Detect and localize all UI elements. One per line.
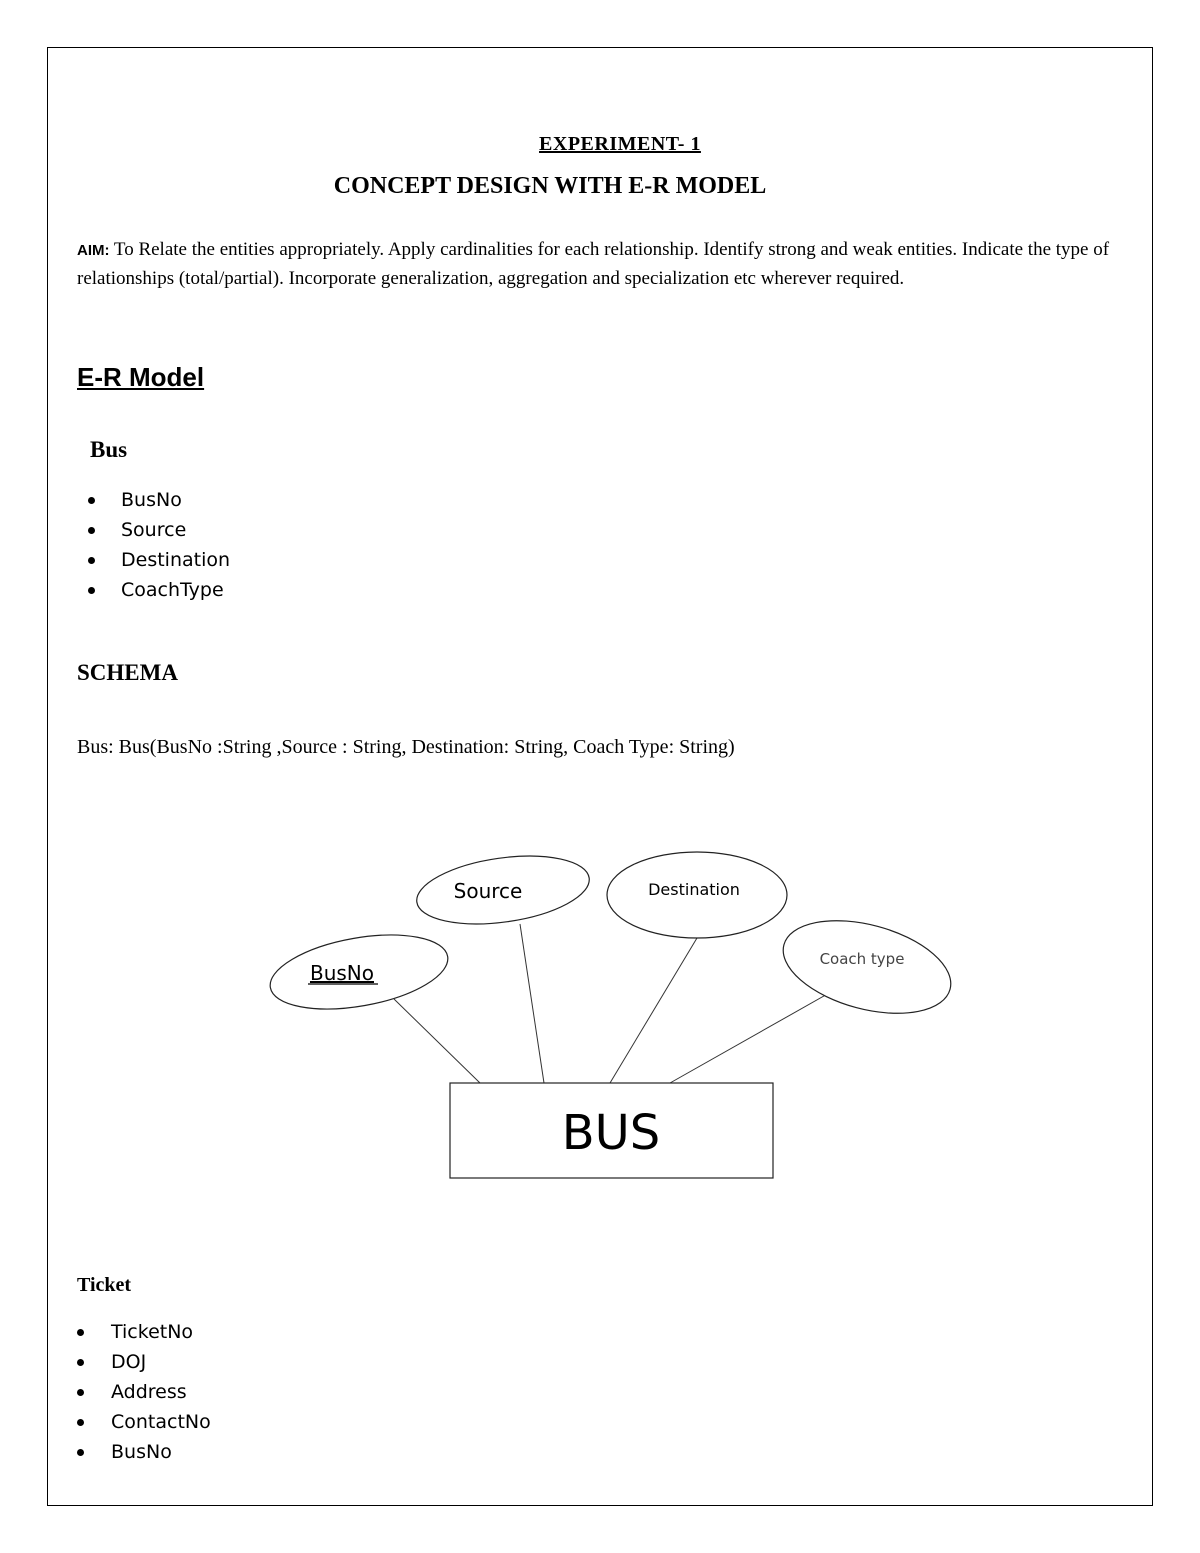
connector-lines	[394, 924, 838, 1083]
experiment-heading: EXPERIMENT- 1	[539, 133, 701, 155]
busno-attribute-label: BusNo	[309, 961, 375, 985]
busno-connector	[394, 999, 480, 1083]
destination-attribute-label: Destination	[648, 880, 740, 899]
destination-connector	[610, 938, 697, 1083]
schema-heading: SCHEMA	[77, 660, 178, 685]
bullet-icon	[77, 1359, 84, 1366]
aim-text: To Relate the entities appropriately. Apply cardinalities for each relationship. Identify strong and weak entities. Indicate the type of relationships (total/partial). Incorporate generalization, aggregation and specialization etc wherever required.	[77, 239, 1110, 289]
bus-entity-heading: Bus	[90, 437, 128, 462]
coach-type-connector	[670, 988, 838, 1083]
schema-definition: Bus: Bus(BusNo :String ,Source : String, Destination: String, Coach Type: String)	[77, 736, 735, 758]
ticket-entity-heading: Ticket	[77, 1274, 132, 1296]
bus-entity-label: BUS	[561, 1105, 661, 1161]
page-title: CONCEPT DESIGN WITH E-R MODEL	[333, 173, 767, 199]
source-attribute-label: Source	[453, 879, 523, 903]
er-model-heading: E-R Model	[77, 362, 205, 392]
bullet-icon	[77, 1449, 84, 1456]
bullet-icon	[77, 1329, 84, 1336]
source-connector	[520, 924, 544, 1083]
coach-type-attribute-label: Coach type	[819, 950, 905, 968]
aim-label: AIM:	[77, 242, 110, 259]
bullet-icon	[77, 1389, 84, 1396]
bullet-icon	[77, 1419, 84, 1426]
